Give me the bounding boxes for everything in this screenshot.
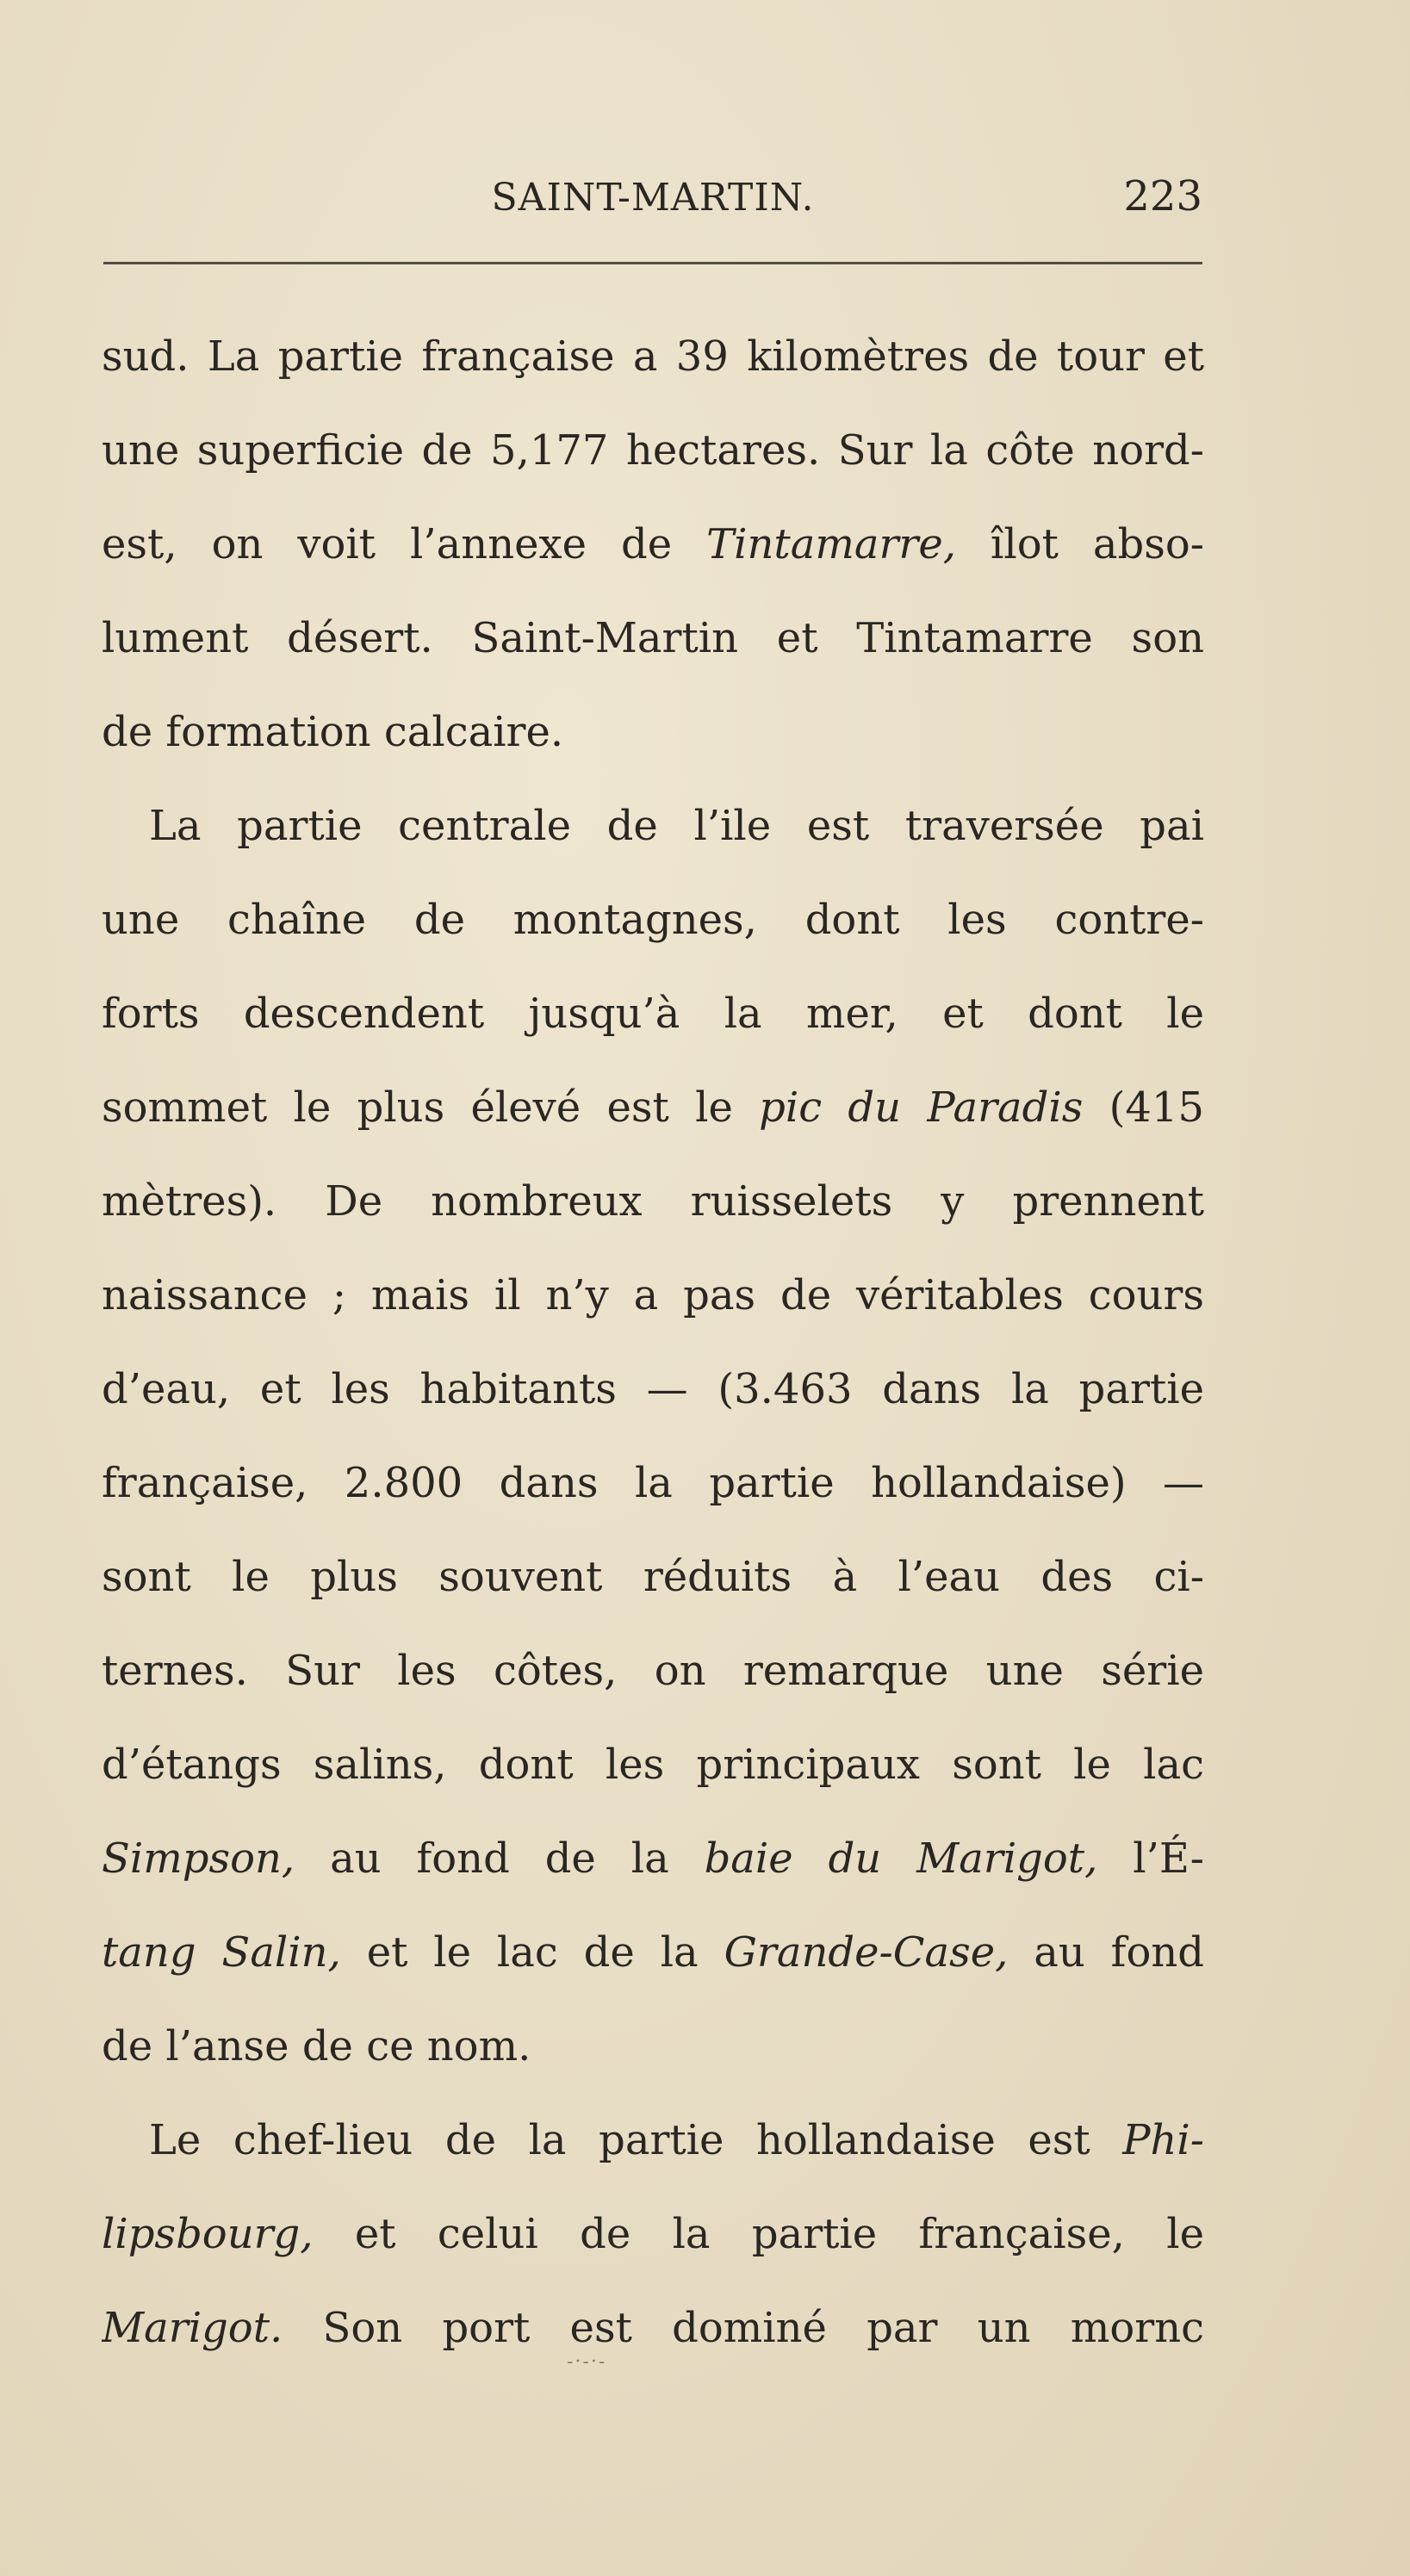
text-run: La partie centrale de l’ile est traversée pai bbox=[149, 802, 1204, 850]
text-line bbox=[102, 2281, 1204, 2375]
text-run: et le lac de la bbox=[340, 1928, 724, 1977]
text-run: mètres). De nombreux ruisselets y prennent bbox=[102, 1177, 1204, 1226]
body-text bbox=[102, 310, 1204, 2375]
text-line bbox=[102, 404, 1204, 498]
text-run: ternes. Sur les côtes, on remarque une série bbox=[102, 1647, 1204, 1695]
italic-run: Grande-Case, bbox=[724, 1928, 1009, 1977]
text-run: de l’anse de ce nom. bbox=[102, 2022, 531, 2070]
italic-run: baie du Marigot, bbox=[704, 1834, 1098, 1883]
text-line bbox=[102, 1061, 1204, 1155]
text-line bbox=[102, 779, 1204, 873]
page-number: 223 bbox=[1123, 172, 1202, 220]
text-run: française, 2.800 dans la partie hollandaise) — bbox=[102, 1459, 1204, 1507]
page-header bbox=[103, 164, 1202, 224]
footer-mark: -·-·- bbox=[567, 2351, 607, 2373]
text-run: îlot abso- bbox=[956, 520, 1204, 568]
text-line bbox=[102, 873, 1204, 967]
text-line bbox=[102, 310, 1204, 404]
italic-run: Tintamarre, bbox=[706, 520, 957, 568]
text-run: sud. La partie française a 39 kilomètres de tour et bbox=[102, 332, 1204, 381]
text-line bbox=[102, 592, 1204, 686]
text-line bbox=[102, 1812, 1204, 1906]
text-run: au fond de la bbox=[295, 1834, 705, 1883]
text-line bbox=[102, 2000, 1204, 2094]
text-line bbox=[102, 1906, 1204, 2000]
text-line bbox=[102, 1530, 1204, 1624]
text-run: d’étangs salins, dont les principaux sont le lac bbox=[102, 1741, 1204, 1789]
running-head: SAINT-MARTIN. bbox=[491, 176, 815, 220]
text-run: lument désert. Saint-Martin et Tintamarre son bbox=[102, 614, 1204, 662]
text-run: est, on voit l’annexe de bbox=[102, 520, 707, 568]
text-run: une superficie de 5,177 hectares. Sur la côte nord- bbox=[102, 426, 1204, 475]
text-run: (415 bbox=[1083, 1083, 1204, 1132]
italic-run: tang Salin, bbox=[102, 1928, 341, 1977]
text-run: naissance ; mais il n’y a pas de véritables cours bbox=[102, 1271, 1204, 1319]
text-line bbox=[102, 967, 1204, 1061]
text-run: d’eau, et les habitants — (3.463 dans la partie bbox=[102, 1365, 1204, 1413]
italic-run: lipsbourg, bbox=[102, 2210, 314, 2258]
text-line bbox=[102, 1718, 1204, 1812]
text-line bbox=[102, 686, 1204, 779]
italic-run: pic du Paradis bbox=[759, 1083, 1084, 1132]
text-run: et celui de la partie française, le bbox=[313, 2210, 1204, 2258]
text-run: sont le plus souvent réduits à l’eau des ci- bbox=[102, 1553, 1204, 1601]
italic-run: Marigot. bbox=[102, 2304, 283, 2352]
text-run: une chaîne de montagnes, dont les contre- bbox=[102, 896, 1204, 944]
text-run: Son port est dominé par un mornc bbox=[283, 2304, 1204, 2352]
text-run: de formation calcaire. bbox=[102, 708, 564, 756]
text-run: Le chef-lieu de la partie hollandaise est bbox=[149, 2116, 1123, 2164]
italic-run: Simpson, bbox=[102, 1834, 295, 1883]
text-line bbox=[102, 1343, 1204, 1437]
text-run: au fond bbox=[1008, 1928, 1204, 1977]
text-line bbox=[102, 1249, 1204, 1343]
text-line bbox=[102, 1624, 1204, 1718]
text-run: forts descendent jusqu’à la mer, et dont le bbox=[102, 990, 1204, 1038]
text-line bbox=[102, 1437, 1204, 1530]
header-rule bbox=[103, 262, 1202, 264]
italic-run: Phi- bbox=[1122, 2116, 1204, 2164]
text-line bbox=[102, 1155, 1204, 1249]
text-line bbox=[102, 2094, 1204, 2188]
text-line bbox=[102, 498, 1204, 592]
text-line bbox=[102, 2188, 1204, 2281]
text-run: sommet le plus élevé est le bbox=[102, 1083, 760, 1132]
text-run: l’É- bbox=[1097, 1834, 1204, 1883]
